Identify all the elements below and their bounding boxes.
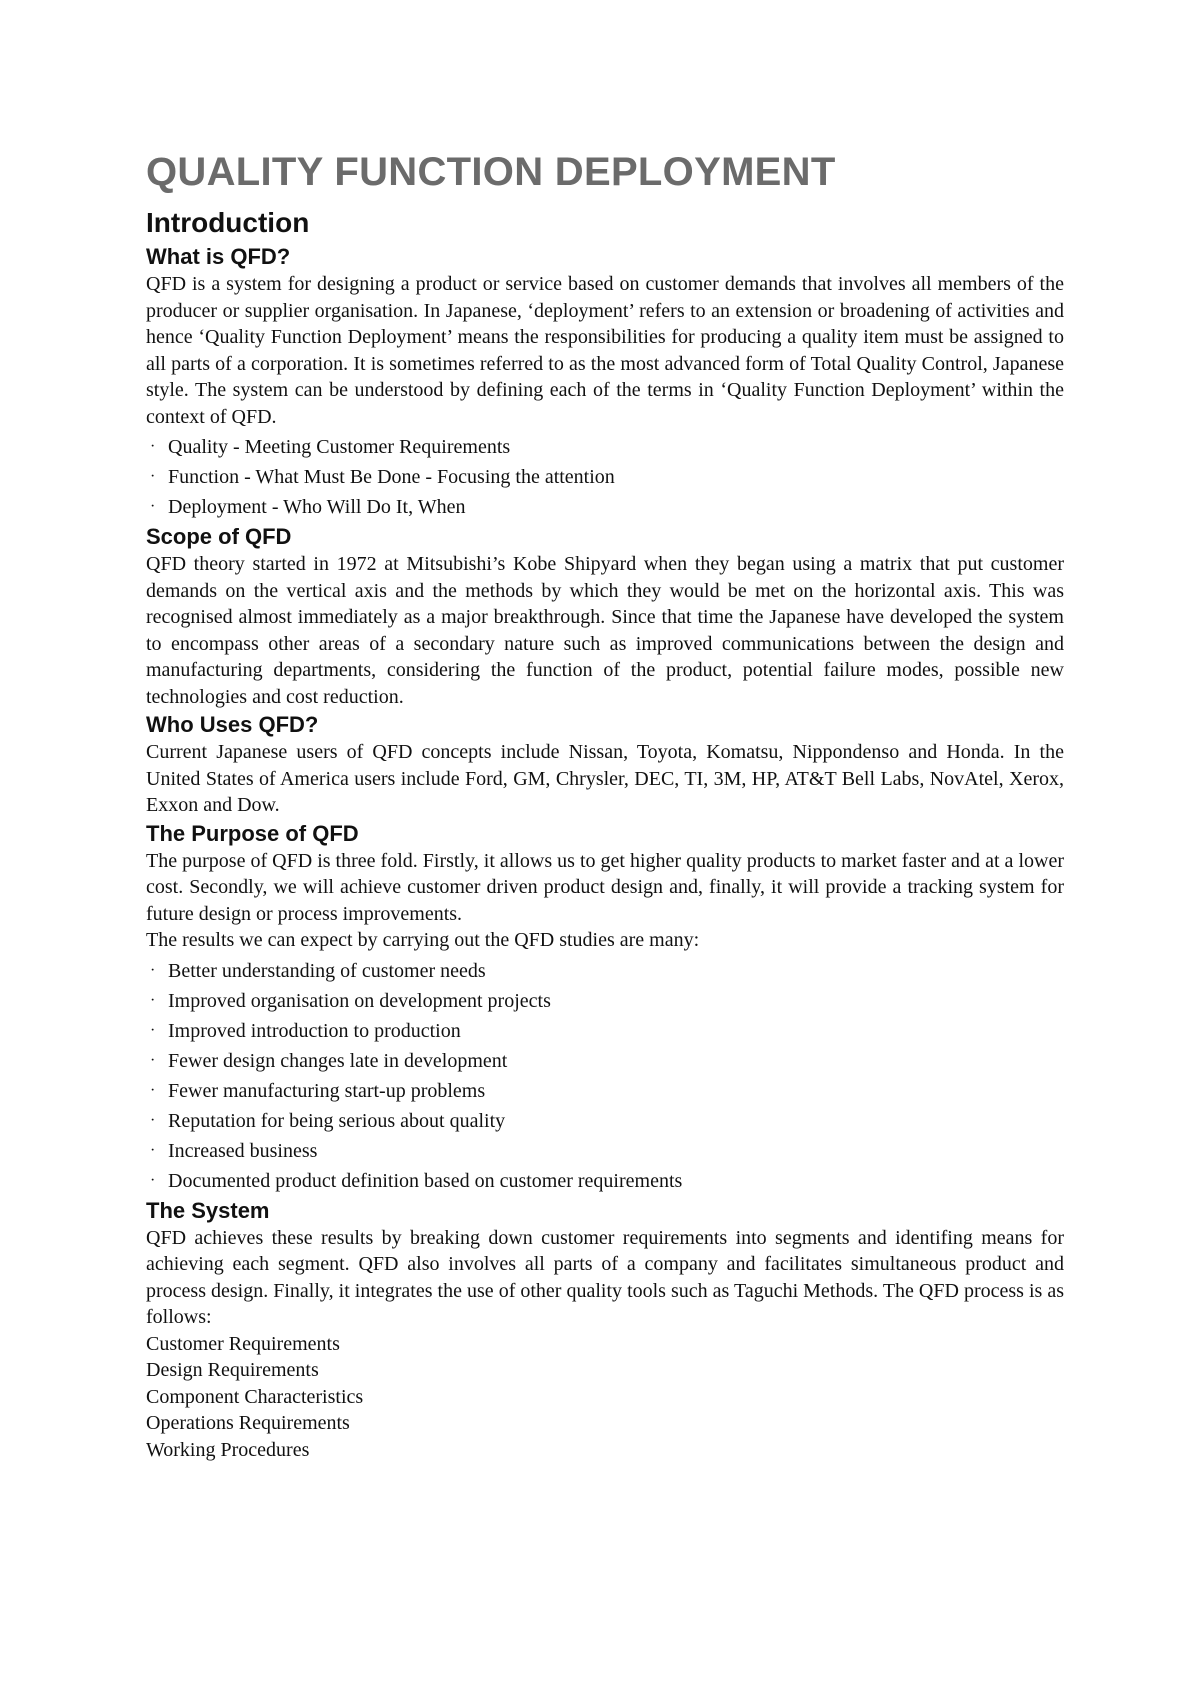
section-paragraph: Current Japanese users of QFD concepts include Nissan, Toyota, Komatsu, Nippondenso and Honda. In the United States of America users include Ford, GM, Chrysler, DEC, TI, 3M, HP, AT&T Bell Labs, NovAtel, Xerox, Exxon and Dow. xyxy=(146,741,1064,816)
document-page xyxy=(146,148,1064,1465)
bullet-icon: · xyxy=(150,1081,156,1099)
bullet-list xyxy=(146,956,1064,1196)
section-what-is-qfd xyxy=(146,244,1064,522)
section-paragraph: QFD theory started in 1972 at Mitsubishi’s Kobe Shipyard when they began using a matrix that put customer demands on the vertical axis and the methods by which they would be met on the horizontal axis. This was recognised almost immediately as a major breakthrough. Since that time the Japanese have developed the system to encompass other areas of a secondary nature such as improved communications between the design and manufacturing departments, considering the function of the product, potential failure modes, possible new technologies and cost reduction. xyxy=(146,553,1064,708)
list-item xyxy=(146,492,1064,522)
section-purpose-of-qfd xyxy=(146,821,1064,1196)
list-item xyxy=(146,986,1064,1016)
list-item-text: Function - What Must Be Done - Focusing the attention xyxy=(168,466,615,488)
section-scope-of-qfd xyxy=(146,524,1064,710)
list-item xyxy=(146,1076,1064,1106)
section-who-uses-qfd xyxy=(146,712,1064,819)
section-paragraph: The purpose of QFD is three fold. Firstly, it allows us to get higher quality products to market faster and at a lower cost. Secondly, we will achieve customer driven product design and, finally, it will provide a tracking system for future design or process improvements. xyxy=(146,849,1064,925)
list-item-text: Deployment - Who Will Do It, When xyxy=(168,496,466,518)
section-heading: Scope of QFD xyxy=(146,524,292,549)
process-step: Operations Requirements xyxy=(146,1412,350,1434)
list-item xyxy=(146,956,1064,986)
list-item-text: Increased business xyxy=(168,1139,318,1162)
list-item-text: Improved introduction to production xyxy=(168,1019,461,1042)
bullet-icon: · xyxy=(150,1141,156,1159)
list-item xyxy=(146,1166,1064,1196)
list-item xyxy=(146,1106,1064,1136)
section-paragraph: QFD is a system for designing a product or service based on customer demands that involves all members of the producer or supplier organisation. In Japanese, ‘deployment’ refers to an extension or broadening of activities and hence ‘Quality Function Deployment’ means the responsibilities for producing a quality item must be assigned to all parts of a corporation. It is sometimes referred to as the most advanced form of Total Quality Control, Japanese style. The system can be understood by defining each of the terms in ‘Quality Function Deployment’ within the context of QFD. xyxy=(146,273,1064,428)
list-item-text: Documented product definition based on customer requirements xyxy=(168,1169,683,1192)
list-item-text: Fewer design changes late in development xyxy=(168,1049,508,1072)
bullet-icon: · xyxy=(150,438,156,455)
bullet-icon: · xyxy=(150,961,156,979)
section-heading: The System xyxy=(146,1197,270,1223)
section-heading: What is QFD? xyxy=(146,244,291,269)
bullet-icon: · xyxy=(150,991,156,1009)
bullet-list xyxy=(146,432,1064,522)
process-step: Working Procedures xyxy=(146,1438,310,1461)
process-step: Design Requirements xyxy=(146,1359,319,1381)
process-step-list xyxy=(146,1331,1064,1464)
process-step: Component Characteristics xyxy=(146,1385,364,1408)
bullet-icon: · xyxy=(150,1021,156,1039)
list-item-text: Fewer manufacturing start-up problems xyxy=(168,1079,486,1102)
process-step: Customer Requirements xyxy=(146,1332,340,1355)
list-item xyxy=(146,1016,1064,1046)
list-item xyxy=(146,462,1064,492)
document-title: QUALITY FUNCTION DEPLOYMENT xyxy=(146,150,836,194)
list-item-text: Better understanding of customer needs xyxy=(168,959,486,982)
list-item xyxy=(146,432,1064,462)
section-paragraph: The results we can expect by carrying out the QFD studies are many: xyxy=(146,929,700,951)
bullet-icon: · xyxy=(150,1111,156,1129)
introduction-heading: Introduction xyxy=(146,207,310,238)
section-paragraph: QFD achieves these results by breaking down customer requirements into segments and identifing means for achieving each segment. QFD also involves all parts of a company and facilitates simultaneous product and process design. Finally, it integrates the use of other quality tools such as Taguchi Methods. The QFD process is as follows: xyxy=(146,1226,1064,1328)
bullet-icon: · xyxy=(150,1051,156,1069)
list-item-text: Quality - Meeting Customer Requirements xyxy=(168,436,511,458)
section-the-system xyxy=(146,1198,1064,1464)
bullet-icon: · xyxy=(150,468,156,485)
bullet-icon: · xyxy=(150,498,156,515)
list-item-text: Reputation for being serious about quality xyxy=(168,1109,506,1132)
section-heading: The Purpose of QFD xyxy=(146,820,359,846)
bullet-icon: · xyxy=(150,1171,156,1189)
list-item xyxy=(146,1046,1064,1076)
list-item-text: Improved organisation on development projects xyxy=(168,989,551,1012)
list-item xyxy=(146,1136,1064,1166)
section-heading: Who Uses QFD? xyxy=(146,712,319,737)
